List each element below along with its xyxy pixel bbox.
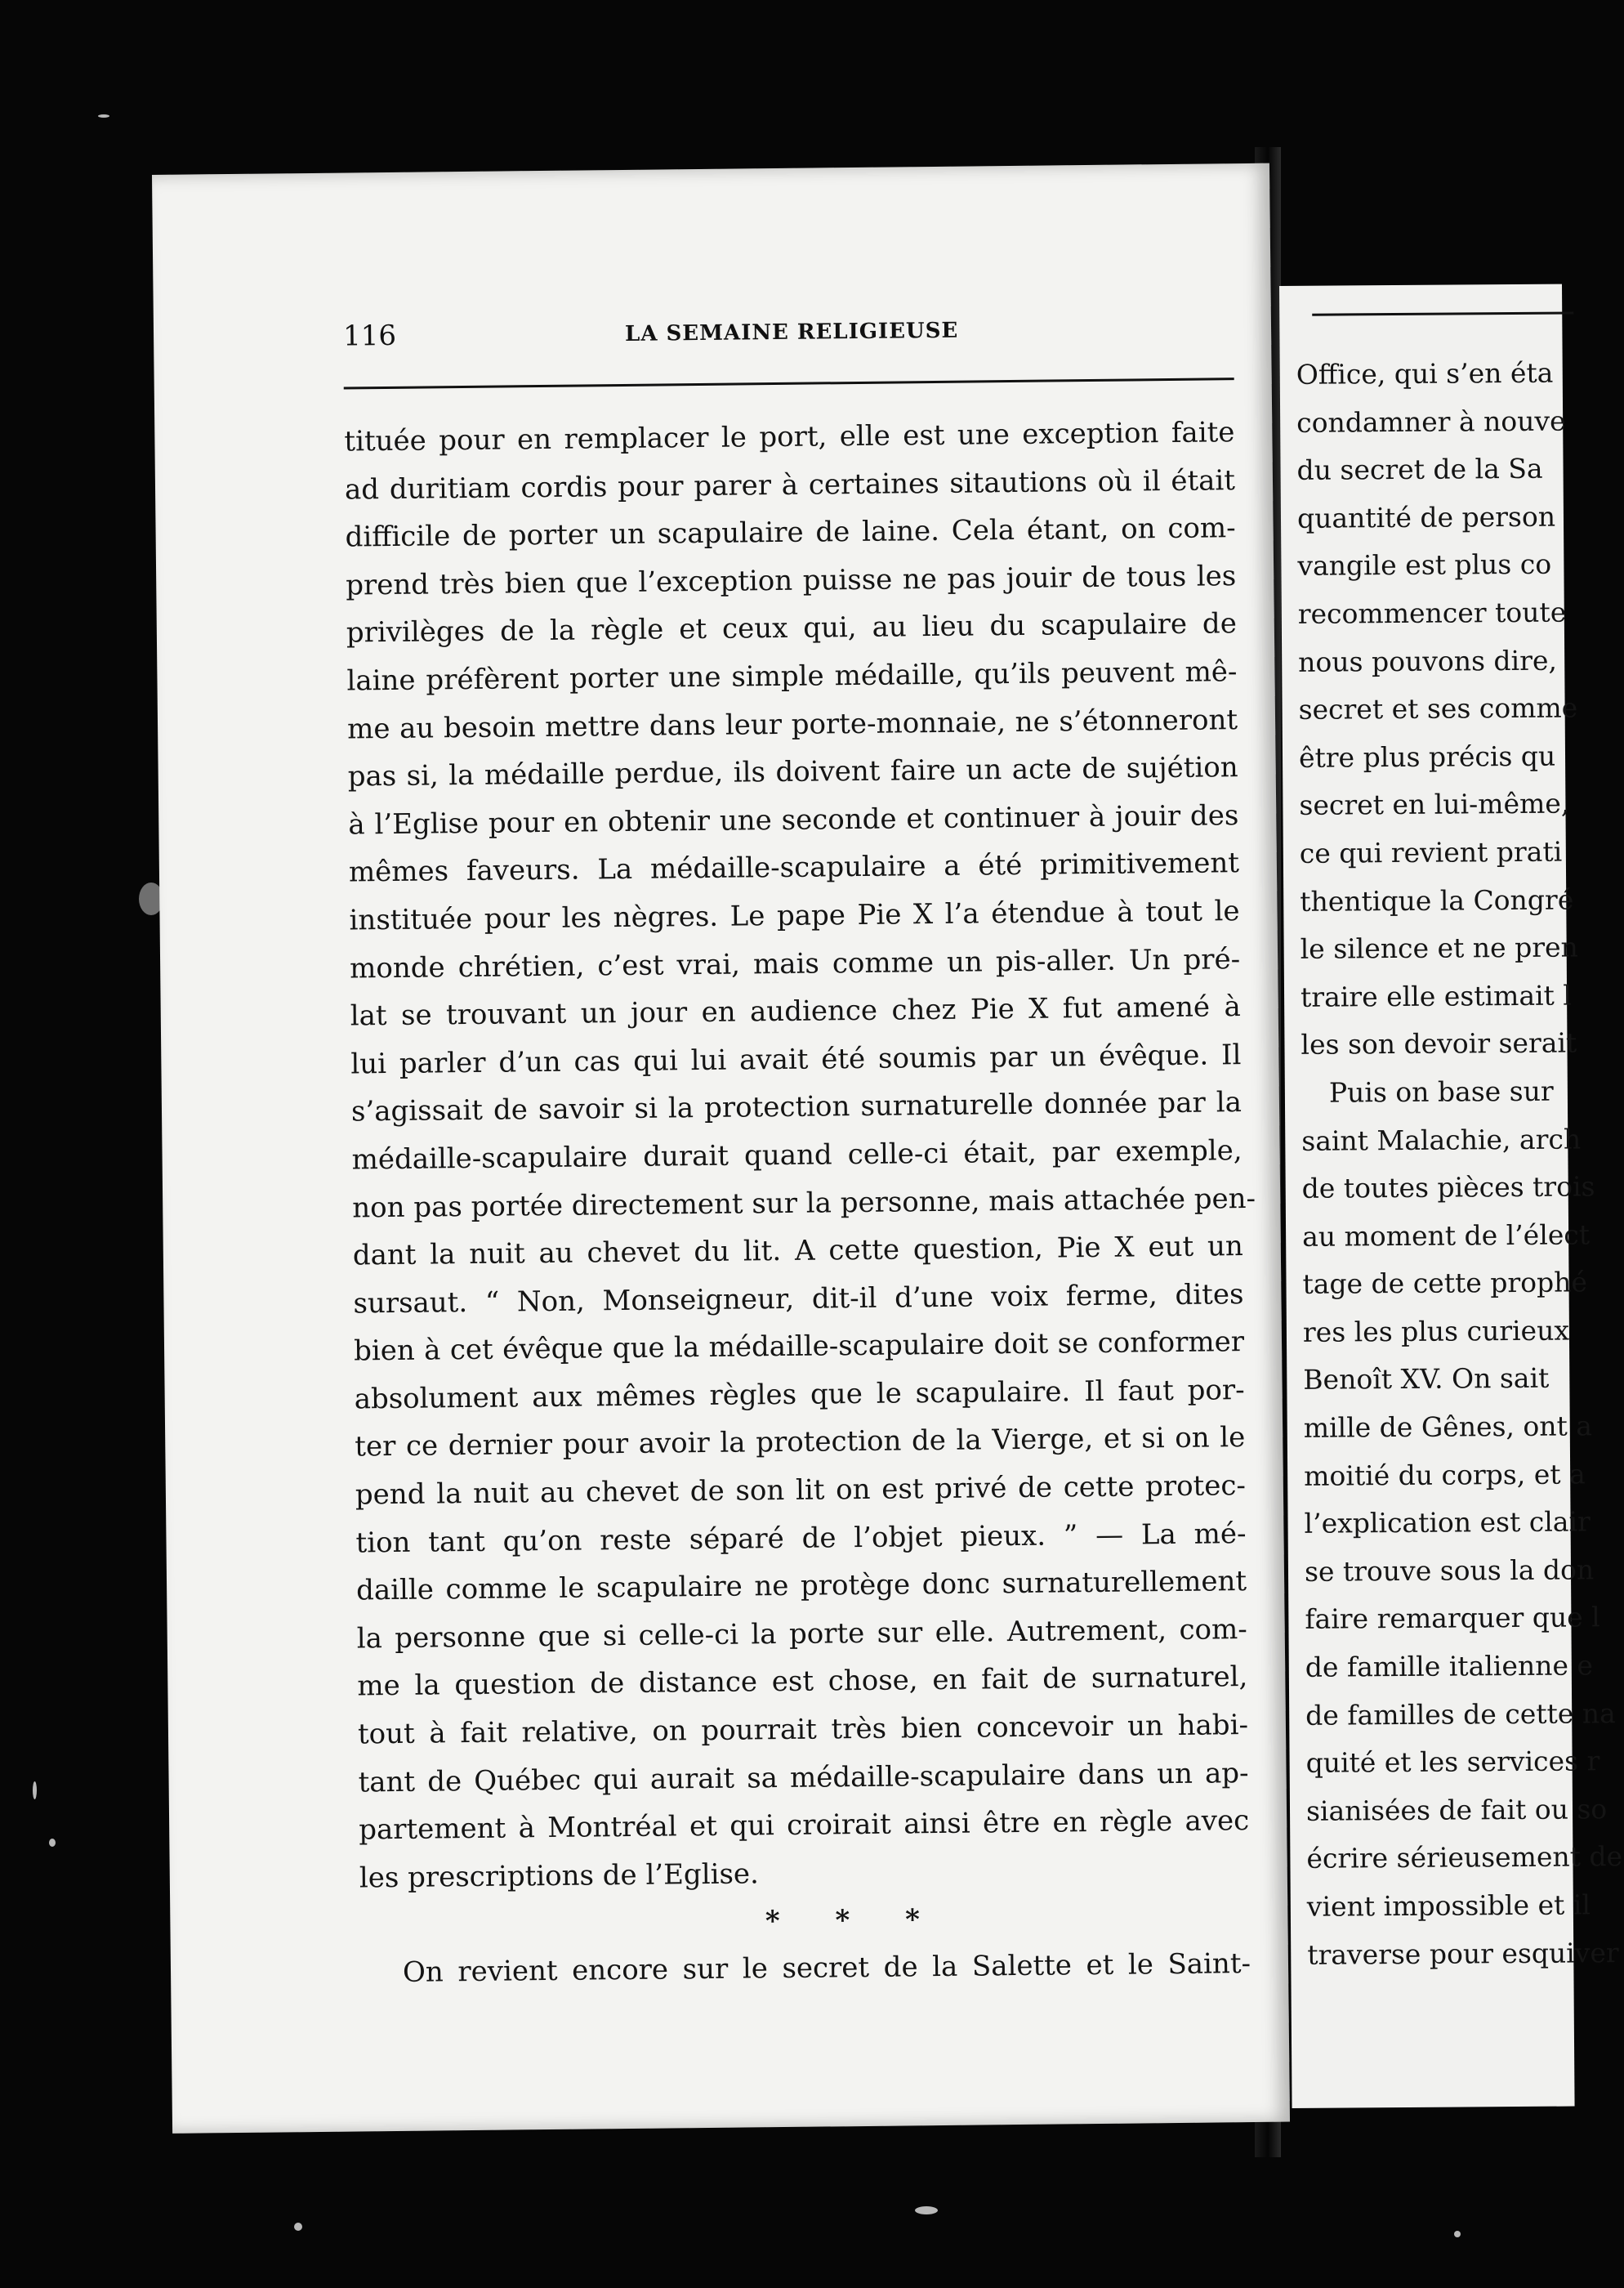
text-line: me au besoin mettre dans leur porte-monnaie, ne s’étonneront [346,703,1238,746]
text-line: écrire sérieusement de [1306,1840,1623,1875]
text-line: instituée pour les nègres. Le pape Pie X l’a étendue à tout le [349,895,1240,937]
text-line: pend la nuit au chevet de son lit on est privé de cette protec- [355,1469,1247,1512]
text-line: tion tant qu’on reste séparé de l’objet pieux. ” — La mé- [355,1517,1247,1560]
text-line: traverse pour esquiver [1307,1936,1619,1971]
text-line: difficile de porter un scapulaire de laine. Cela étant, on com- [345,512,1236,554]
header-rule [1312,311,1573,315]
text-line: non pas portée directement sur la personne, mais attachée pen- [352,1182,1256,1224]
text-line: du secret de la Sa [1296,452,1543,487]
text-line: la personne que si celle-ci la porte sur elle. Autrement, com- [356,1612,1247,1656]
text-line: à l’Eglise pour en obtenir une seconde et continuer à jouir des [348,798,1239,842]
text-line: secret et ses comme [1298,691,1578,726]
text-line: de familles de cette na [1305,1696,1616,1732]
right-page [1279,284,1623,2108]
text-line: lui parler d’un cas qui lui avait été soumis par un évêque. Il [350,1038,1242,1081]
text-line: bien à cet évêque que la médaille-scapulaire doit se conformer [353,1325,1245,1368]
text-line: pas si, la médaille perdue, ils doivent faire un acte de sujétion [347,751,1238,793]
text-line: monde chrétien, c’est vrai, mais comme un pis-aller. Un pré- [349,942,1241,985]
text-line: vient impossible et il [1306,1888,1591,1923]
text-line: recommencer toute [1297,596,1567,630]
text-line: absolument aux mêmes règles que le scapulaire. Il faut por- [354,1373,1245,1416]
text-line: traire elle estimait l [1300,979,1573,1013]
text-line: saint Malachie, arch [1301,1122,1582,1157]
text-line: daille comme le scapulaire ne protège donc surnaturellement [355,1565,1247,1607]
text-line: Puis on base sur [1328,1075,1554,1109]
text-line: lat se trouvant un jour en audience chez Pie X fut amené à [350,990,1241,1033]
text-line: au moment de l’élect [1301,1218,1591,1253]
section-separator: * * * [765,1903,944,1938]
text-line: condamner à nouve [1296,404,1566,439]
right-body-text [1296,349,1623,1979]
text-line: thentique la Congré [1300,883,1574,918]
text-line: de famille italienne e [1305,1649,1594,1683]
text-line: privilèges de la règle et ceux qui, au lieu du scapulaire de [346,607,1238,650]
text-line: sianisées de fait ou so [1305,1793,1608,1827]
scan-speck [915,2206,938,2214]
text-line: de toutes pièces trois [1301,1170,1595,1204]
text-line: tituée pour en remplacer le port, elle est une exception faite [344,416,1235,458]
text-line: se trouve sous la don [1304,1553,1595,1588]
scan-speck [49,1839,56,1847]
text-line: mêmes faveurs. La médaille-scapulaire a été primitivement [348,847,1240,889]
text-line: dant la nuit au chevet du lit. A cette question, Pie X eut un [352,1230,1244,1272]
text-line: tant de Québec qui aurait sa médaille-scapulaire dans un ap- [358,1756,1249,1799]
text-line: prend très bien que l’exception puisse ne pas jouir de tous les [346,559,1237,602]
text-line: tage de cette prophé [1302,1266,1588,1301]
body-text [344,409,1256,1997]
closing-line: On revient encore sur le secret de la Salette et le Saint- [402,1947,1251,1990]
left-page [152,163,1290,2134]
scan-speck [98,114,109,118]
text-line: ad duritiam cordis pour parer à certaines sitautions où il était [344,463,1236,507]
text-line: me la question de distance est chose, en fait de surnaturel, [357,1660,1248,1703]
text-line: les prescriptions de l’Eglise. [359,1857,760,1895]
scan-speck [1454,2231,1461,2237]
text-line: être plus précis qu [1298,740,1556,774]
text-line: sursaut. “ Non, Monseigneur, dit-il d’une voix ferme, dites [353,1277,1244,1321]
text-line: Benoît XV. On sait [1303,1362,1550,1396]
text-line: quantité de person [1296,500,1556,534]
text-line: tout à fait relative, on pourrait très bien concevoir un habi- [357,1709,1249,1751]
text-line: les son devoir serait [1301,1026,1577,1061]
text-line: ter ce dernier pour avoir la protection de la Vierge, et si on le [355,1421,1246,1464]
scan-speck [294,2223,302,2231]
text-line: ce qui revient prati [1299,835,1563,869]
text-line: res les plus curieux [1302,1314,1570,1348]
running-head: LA SEMAINE RELIGIEUSE [624,318,959,346]
text-line: laine préfèrent porter une simple médaille, qu’ils peuvent mê- [346,655,1238,698]
text-line: le silence et ne pren [1300,931,1578,965]
text-line: faire remarquer que l [1305,1601,1600,1636]
text-line: mille de Gênes, ont a [1303,1410,1593,1444]
page-number: 116 [342,319,397,353]
text-line: s’agissait de savoir si la protection surnaturelle donnée par la [350,1086,1243,1128]
text-line: partement à Montréal et qui croirait ainsi être en règle avec [359,1804,1250,1847]
text-line: nous pouvons dire, [1298,644,1558,678]
text-line: moitié du corps, et a [1304,1458,1586,1492]
text-line: l’explication est clair [1304,1505,1591,1540]
text-line: quité et les services r [1305,1745,1600,1780]
text-line: vangile est plus co [1297,548,1552,583]
text-line: Office, qui s’en éta [1296,356,1554,391]
scan-speck [33,1781,37,1799]
text-line: secret en lui-même, [1299,787,1570,822]
text-line: médaille-scapulaire durait quand celle-ci était, par exemple, [351,1133,1243,1177]
page-header [343,311,1234,418]
